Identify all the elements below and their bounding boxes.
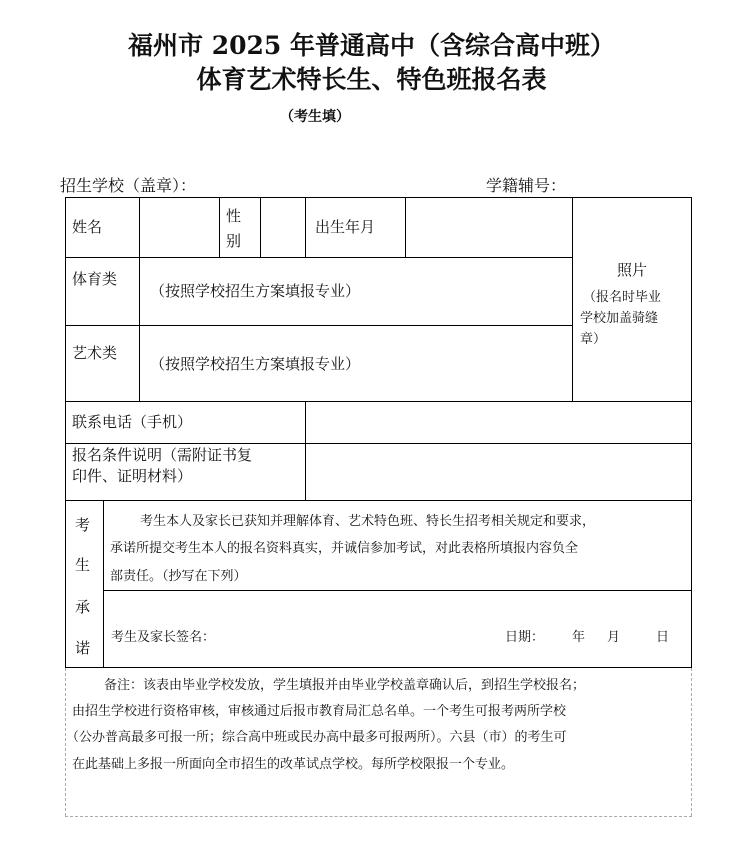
- signature-label: 考生及家长签名：: [111, 630, 216, 645]
- gender-field[interactable]: [261, 198, 305, 257]
- pledge-text-line2: 承诺所提交考生本人的报名资料真实，并诚信参加考试，对此表格所填报内容负全: [110, 541, 579, 556]
- form-subtitle: （考生填）: [280, 109, 350, 125]
- condition-field[interactable]: [306, 444, 691, 500]
- year-label: 年: [572, 630, 586, 645]
- photo-label: 照片: [617, 261, 648, 279]
- birth-date-label: 出生年月: [315, 218, 376, 236]
- pledge-text-line3: 部责任。（抄写在下列）: [110, 569, 247, 584]
- pledge-text-line1: 考生本人及家长已获知并理解体育、艺术特色班、特长生招考相关规定和要求，: [140, 514, 596, 529]
- registry-number-label: 学籍辅号：: [486, 176, 567, 195]
- notes-line4: 在此基础上多报一所面向全市招生的改革试点学校。每所学校限报一个专业。: [72, 757, 515, 772]
- phone-field[interactable]: [306, 402, 691, 443]
- arts-category-label: 艺术类: [72, 344, 118, 362]
- condition-label-1: 报名条件说明（需附证书复: [72, 446, 253, 464]
- form-title-line2: 体育艺术特长生、特色班报名表: [196, 65, 547, 94]
- notes-line2: 由招生学校进行资格审核，审核通过后报市教育局汇总名单。一个考生可报考两所学校: [72, 704, 567, 719]
- pledge-char-3: 承: [75, 598, 91, 616]
- condition-label-2: 印件、证明材料）: [72, 467, 193, 485]
- day-label: 日: [656, 630, 670, 645]
- date-label: 日期：: [505, 630, 545, 645]
- gender-label-2: 别: [226, 232, 242, 250]
- month-label: 月: [607, 630, 621, 645]
- arts-specialty-field[interactable]: （按照学校招生方案填报专业）: [150, 355, 361, 373]
- sports-specialty-field[interactable]: （按照学校招生方案填报专业）: [150, 282, 361, 300]
- name-field[interactable]: [140, 198, 219, 257]
- pledge-char-4: 诺: [75, 639, 91, 657]
- birth-date-field[interactable]: [406, 198, 572, 257]
- phone-label: 联系电话（手机）: [72, 413, 193, 431]
- school-stamp-label: 招生学校（盖章）：: [60, 176, 197, 195]
- name-label: 姓名: [72, 218, 103, 236]
- pledge-char-2: 生: [75, 556, 91, 574]
- sports-category-label: 体育类: [72, 270, 118, 288]
- pledge-char-1: 考: [75, 516, 91, 534]
- photo-note-1: （报名时毕业: [583, 290, 662, 305]
- notes-line3: （公办普高最多可报一所；综合高中班或民办高中最多可报两所）。六县（市）的考生可: [66, 730, 567, 745]
- notes-line1: 备注：该表由毕业学校发放，学生填报并由毕业学校盖章确认后，到招生学校报名；: [104, 678, 586, 693]
- photo-note-2: 学校加盖骑缝: [580, 311, 659, 326]
- form-title-line1: 福州市 2025 年普通高中（含综合高中班）: [128, 31, 615, 60]
- photo-note-3: 章）: [580, 332, 607, 347]
- gender-label-1: 性: [226, 207, 242, 225]
